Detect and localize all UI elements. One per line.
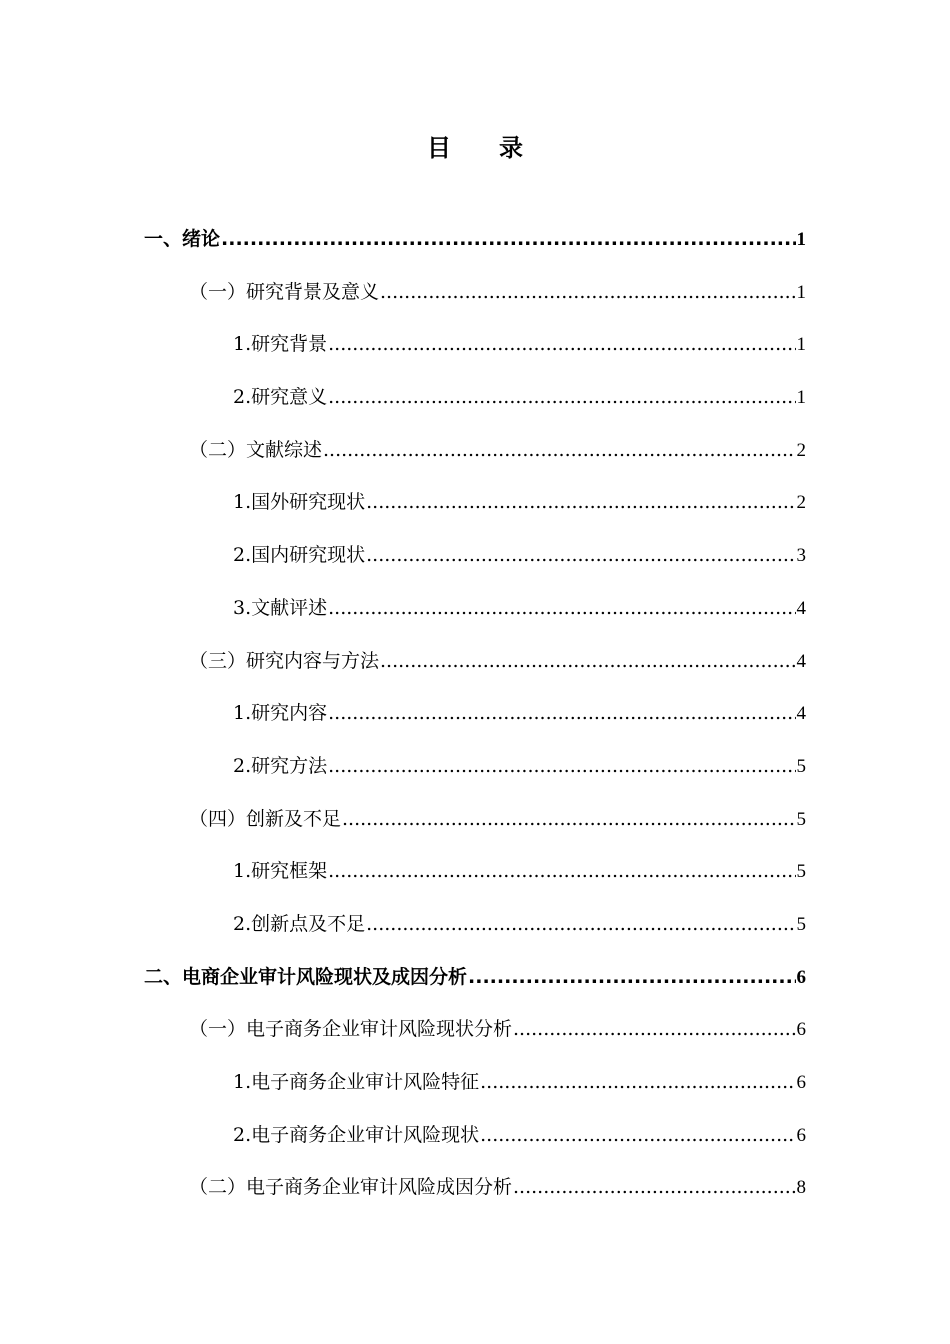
toc-entry-page-number: 6 bbox=[796, 966, 806, 988]
toc-dot-leader bbox=[468, 951, 795, 1004]
toc-entry-page-number: 6 bbox=[796, 1072, 806, 1093]
toc-entry-label: （一）研究背景及意义 bbox=[189, 280, 380, 303]
toc-entry-page-number: 1 bbox=[796, 281, 806, 303]
toc-dot-leader bbox=[480, 1056, 795, 1109]
toc-entry[interactable] bbox=[0, 318, 950, 371]
toc-entry-page-number: 6 bbox=[796, 1124, 806, 1146]
toc-dot-leader bbox=[513, 1003, 795, 1056]
page-title: 目录 bbox=[427, 134, 571, 162]
table-of-contents bbox=[0, 213, 950, 1214]
toc-dot-leader bbox=[342, 793, 795, 846]
toc-entry-label: （四）创新及不足 bbox=[189, 807, 342, 830]
toc-dot-leader bbox=[328, 740, 795, 793]
toc-entry[interactable] bbox=[0, 1161, 950, 1214]
toc-dot-leader bbox=[513, 1161, 795, 1214]
toc-entry-label: 2.研究意义 bbox=[233, 386, 328, 409]
toc-entry-label: 1.研究背景 bbox=[233, 333, 328, 356]
toc-entry[interactable] bbox=[0, 529, 950, 582]
toc-dot-leader bbox=[366, 476, 795, 529]
toc-dot-leader bbox=[328, 318, 795, 371]
toc-entry-page-number: 2 bbox=[796, 492, 806, 514]
toc-entry-page-number: 5 bbox=[796, 755, 806, 777]
toc-entry[interactable] bbox=[0, 1003, 950, 1056]
toc-entry[interactable] bbox=[0, 687, 950, 740]
toc-entry-page-number: 5 bbox=[796, 861, 806, 883]
toc-entry-page-number: 8 bbox=[796, 1177, 806, 1199]
toc-entry-page-number: 4 bbox=[796, 650, 806, 672]
toc-dot-leader bbox=[366, 898, 795, 951]
toc-entry-label: 2.电子商务企业审计风险现状 bbox=[233, 1123, 480, 1146]
toc-entry-label: 一、绪论 bbox=[144, 228, 221, 250]
toc-entry-label: 1.研究内容 bbox=[233, 702, 328, 725]
toc-dot-leader bbox=[323, 424, 795, 477]
toc-entry-page-number: 5 bbox=[796, 913, 806, 935]
toc-entry-page-number: 3 bbox=[796, 545, 806, 567]
toc-entry-page-number: 5 bbox=[796, 808, 806, 830]
toc-entry[interactable] bbox=[0, 213, 950, 266]
toc-entry-label: 1.国外研究现状 bbox=[233, 491, 366, 514]
toc-entry-page-number: 4 bbox=[796, 703, 806, 725]
toc-dot-leader bbox=[328, 687, 795, 740]
toc-entry-label: 3.文献评述 bbox=[233, 596, 328, 619]
toc-dot-leader bbox=[380, 635, 795, 688]
toc-entry-page-number: 1 bbox=[796, 229, 806, 250]
toc-entry-label: 二、电商企业审计风险现状及成因分析 bbox=[144, 965, 468, 988]
toc-entry-label: （三）研究内容与方法 bbox=[189, 649, 380, 672]
toc-entry[interactable] bbox=[0, 740, 950, 793]
toc-dot-leader bbox=[480, 1109, 795, 1162]
toc-entry[interactable] bbox=[0, 582, 950, 635]
toc-entry-label: 2.国内研究现状 bbox=[233, 544, 366, 567]
toc-entry-label: 2.研究方法 bbox=[233, 754, 328, 777]
toc-entry[interactable] bbox=[0, 793, 950, 846]
toc-entry-label: （二）文献综述 bbox=[189, 438, 323, 461]
toc-entry-label: （二）电子商务企业审计风险成因分析 bbox=[189, 1176, 513, 1199]
toc-dot-leader bbox=[328, 845, 795, 898]
toc-entry-label: 1.研究框架 bbox=[233, 860, 328, 883]
toc-entry[interactable] bbox=[0, 898, 950, 951]
toc-entry-label: 2.创新点及不足 bbox=[233, 912, 366, 935]
toc-dot-leader bbox=[366, 529, 795, 582]
toc-entry-label: （一）电子商务企业审计风险现状分析 bbox=[189, 1018, 513, 1041]
toc-entry[interactable] bbox=[0, 371, 950, 424]
toc-dot-leader bbox=[380, 266, 795, 319]
toc-dot-leader bbox=[221, 213, 795, 266]
toc-entry[interactable] bbox=[0, 476, 950, 529]
toc-entry[interactable] bbox=[0, 635, 950, 688]
toc-entry-label: 1.电子商务企业审计风险特征 bbox=[233, 1071, 480, 1093]
toc-dot-leader bbox=[328, 582, 795, 635]
toc-entry[interactable] bbox=[0, 266, 950, 319]
toc-entry-page-number: 6 bbox=[796, 1019, 806, 1041]
toc-entry[interactable] bbox=[0, 951, 950, 1004]
toc-entry[interactable] bbox=[0, 424, 950, 477]
toc-entry-page-number: 1 bbox=[796, 334, 806, 356]
toc-entry-page-number: 2 bbox=[796, 439, 806, 461]
toc-dot-leader bbox=[328, 371, 795, 424]
toc-entry-page-number: 4 bbox=[796, 597, 806, 619]
toc-entry[interactable] bbox=[0, 1109, 950, 1162]
toc-entry[interactable] bbox=[0, 845, 950, 898]
toc-entry-page-number: 1 bbox=[796, 387, 806, 409]
toc-entry[interactable] bbox=[0, 1056, 950, 1109]
